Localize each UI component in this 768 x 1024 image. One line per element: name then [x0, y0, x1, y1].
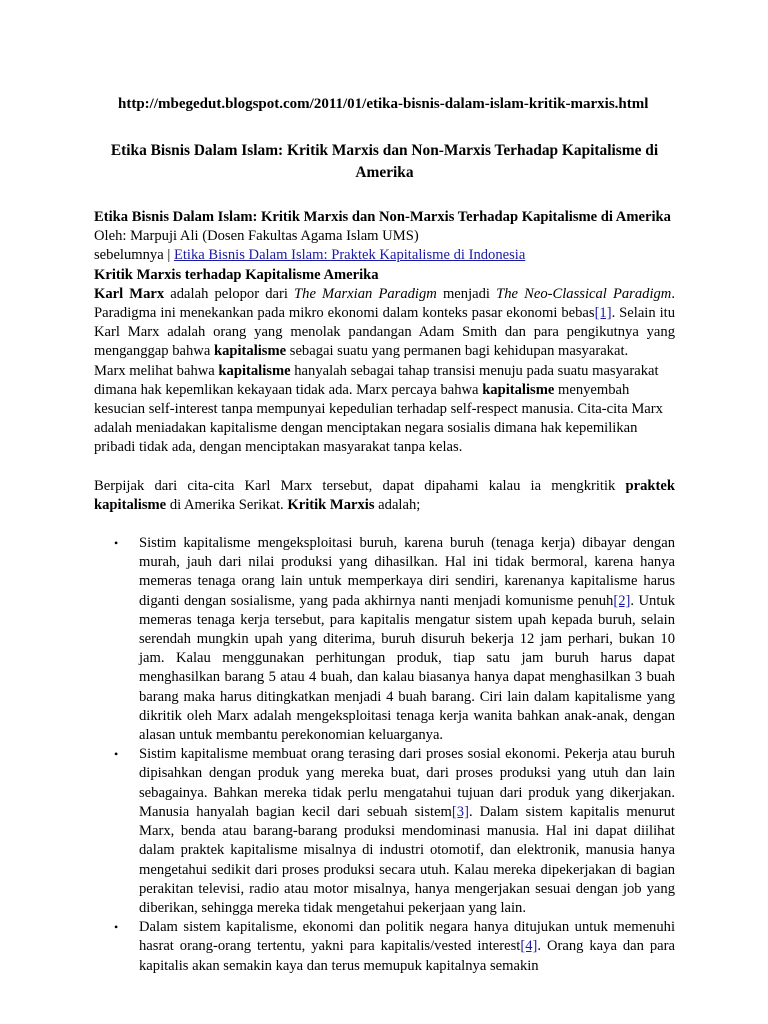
- bold-text: kapitalisme: [482, 381, 555, 398]
- body-text: . Dalam sistem kapitalis menurut Marx, benda atau barang-barang produksi mendominasi manusia. Hal ini dapat diilihat dalam praktek kapitalisme misalnya di industri otomotif, dan elektronik, manusia hanya mengetahui sedikit dari proses produksi secara utuh. Kalau mereka dipekerjakan di bagian perakitan televisi, radio atau motor misalnya, hanya mengerjakan sesuai dengan job yang diberikan, sehingga mereka tidak mengetahui pekerjaan yang lain.: [139, 803, 675, 916]
- body-text: Sistim kapitalisme membuat orang terasing dari proses sosial ekonomi. Pekerja atau buruh dipisahkan dengan produk yang mereka buat, dari proses produksi yang utuh dan lain sebagainya. Bahkan mereka tidak perlu mengatahui tujuan dari produk yang dikerjakan. Manusia hanyalah bagian kecil dari sebuah sistem: [139, 746, 675, 820]
- document-title: Etika Bisnis Dalam Islam: Kritik Marxis dan Non-Marxis Terhadap Kapitalisme di Amerika: [110, 142, 659, 181]
- spacer: [94, 458, 675, 477]
- italic-text: The Neo-Classical Paradigm: [496, 285, 672, 302]
- bullet-icon: •: [114, 747, 119, 762]
- body-text: adalah pelopor dari: [164, 285, 295, 302]
- footnote-link-2[interactable]: [2]: [613, 592, 631, 609]
- body-text: . Orang kaya dan para kapitalis akan semakin kaya dan terus memupuk kapitalnya semakin: [139, 938, 675, 974]
- body-text: . Paradigma ini menekankan pada mikro ekonomi dalam konteks pasar ekonomi bebas: [94, 285, 675, 322]
- body-text: Sistim kapitalisme mengeksploitasi buruh, karena buruh (tenaga kerja) dibayar dengan murah, jauh dari nilai produksi yang dihasilkan. Hal ini tidak bermoral, karena hanya memeras tenaga orang lain untuk memperkaya diri sendiri, karenanya kapitalisme harus diganti dengan sosialisme, yang pada akhirnya nanti menjadi komunisme penuh: [139, 535, 675, 609]
- list-item: [94, 918, 675, 976]
- footnote-link-4[interactable]: [4]: [520, 938, 538, 955]
- body-text: Berpijak dari cita-cita Karl Marx tersebut, dapat dipahami kalau ia mengkritik: [94, 477, 626, 494]
- section-heading: Kritik Marxis terhadap Kapitalisme Amerika: [94, 266, 379, 283]
- previous-article-line: [94, 246, 675, 265]
- critique-list: [94, 534, 675, 976]
- paragraph-2: [94, 362, 675, 458]
- footnote-link-1[interactable]: [1]: [594, 305, 612, 322]
- previous-label: sebelumnya |: [94, 247, 174, 264]
- body-text: sebagai suatu yang permanen bagi kehidupan masyarakat.: [286, 343, 629, 360]
- bold-text: Kritik Marxis: [287, 496, 375, 513]
- list-item: [94, 745, 675, 918]
- paragraph-1: [94, 285, 675, 362]
- bold-text: praktek kapitalisme: [94, 477, 675, 513]
- article-title: Etika Bisnis Dalam Islam: Kritik Marxis dan Non-Marxis Terhadap Kapitalisme di Amerika: [94, 209, 671, 225]
- body-text: Dalam sistem kapitalisme, ekonomi dan politik negara hanya ditujukan untuk memenuhi hasrat orang-orang tertentu, yakni para kapitalis/vested interest: [139, 919, 675, 955]
- bold-text: kapitalisme: [218, 362, 291, 379]
- italic-text: The Marxian Paradigm: [294, 285, 437, 302]
- body-text: hanyalah sebagai tahap transisi menuju pada suatu masyarakat dimana hak kepemlikan kekayaan tidak ada. Marx percaya bahwa: [94, 362, 659, 398]
- body-text: menyembah kesucian self-interest tanpa mempunyai kepedulian terhadap self-respect manusia. Cita-cita Marx adalah meniadakan kapitalisme dengan menciptakan negara sosialis dimana hak kepemilikan pribadi tidak ada, dengan menciptakan masyarakat tanpa kelas.: [94, 381, 663, 456]
- previous-article-link[interactable]: Etika Bisnis Dalam Islam: Praktek Kapitalisme di Indonesia: [173, 247, 526, 264]
- body-text: menjadi: [436, 285, 497, 302]
- body-text: adalah;: [374, 496, 421, 513]
- body-text: Marx melihat bahwa: [94, 362, 219, 379]
- list-item: [94, 534, 675, 745]
- paragraph-3: [94, 477, 675, 515]
- bullet-icon: •: [114, 920, 119, 935]
- source-url: http://mbegedut.blogspot.com/2011/01/etika-bisnis-dalam-islam-kritik-marxis.html: [118, 96, 649, 112]
- footnote-link-3[interactable]: [3]: [451, 803, 469, 820]
- document-page: [94, 95, 675, 976]
- bullet-icon: •: [114, 536, 119, 551]
- body-text: di Amerika Serikat.: [166, 496, 288, 513]
- bold-text: kapitalisme: [213, 343, 287, 360]
- bold-text: Karl Marx: [94, 285, 165, 302]
- body-text: . Selain itu Karl Marx adalah orang yang menolak pandangan Adam Smith dan para pengikutnya yang menganggap bahwa: [94, 305, 675, 360]
- author-line: Oleh: Marpuji Ali (Dosen Fakultas Agama Islam UMS): [94, 228, 419, 245]
- body-text: . Untuk memeras tenaga kerja tersebut, para kapitalis mengatur sistem upah kepada buruh, selain serendah mungkin upah yang diterima, buruh disuruh bekerja 12 jam perhari, bukan 10 jam. Kalau menggunakan perhitungan produk, tiap satu jam buruh harus dapat menghasilkan barang 5 atau 4 buah, dan kalau biasanya hanya dapat menghasilkan 3 buah barang maka harus ditingkatkan menjadi 4 buah barang. Ciri lain dalam kapitalisme yang dikritik oleh Marx adalah mengeksploitasi tenaga kerja wanita bahkan anak-anak, dengan alasan untuk membantu perekonomian keluarganya.: [139, 592, 675, 744]
